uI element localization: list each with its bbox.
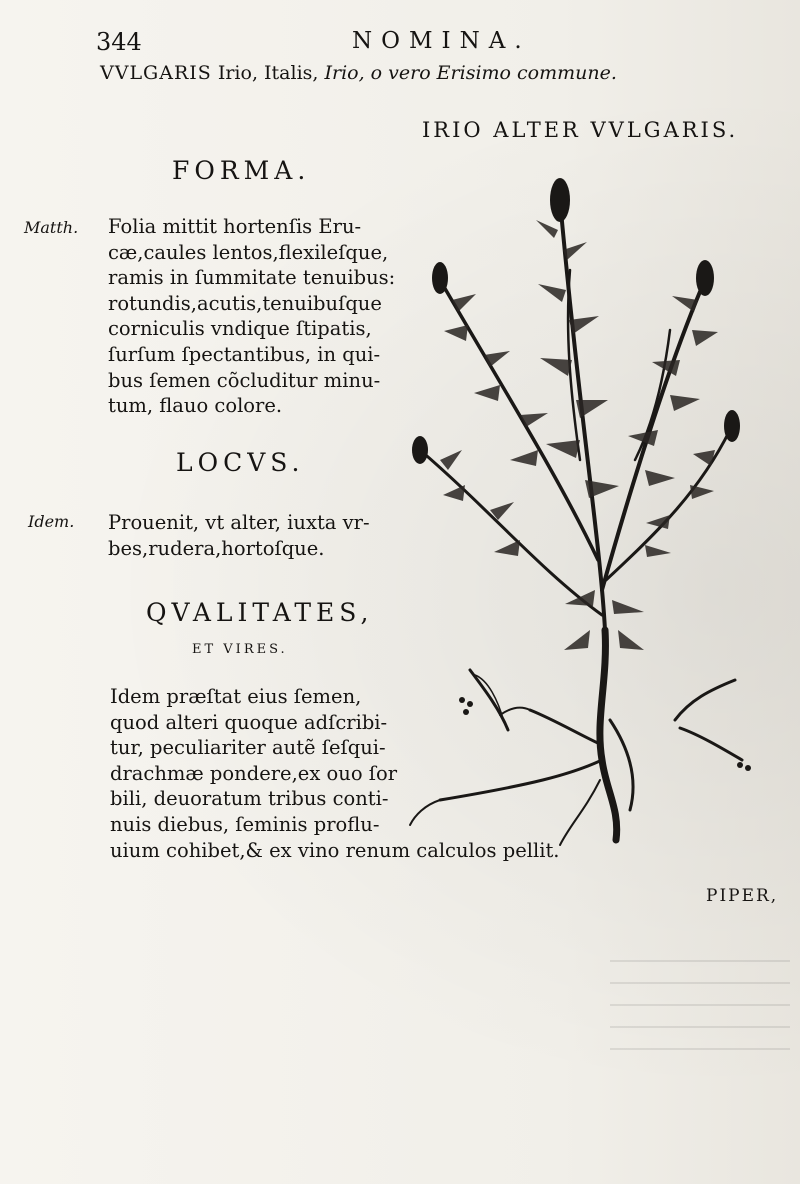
text-line: bes,rudera,hortoſque. [108,536,325,560]
section-subheading-vires: ET VIRES. [192,642,288,657]
text-line: cæ,caules lentos,flexileſque, [108,240,389,264]
text-line: Prouenit, vt alter, iuxta vr- [108,511,370,534]
section-heading-forma: FORMA. [172,156,311,185]
text-line: Idem præſtat eius ſemen, [110,685,362,708]
figure-title: IRIO ALTER VVLGARIS. [422,118,739,142]
text-line: ſurſum ſpectantibus, in qui- [108,342,381,366]
vulgar-text: Irio, Italis, [211,62,325,84]
text-line: uium cohibet,& ex vino renum calculos pellit. [110,838,560,862]
text-line: ramis in ſummitate tenuibus: [108,266,396,290]
paragraph-forma [108,214,395,419]
vulgar-names-line [100,62,617,84]
text-line: rotundis,acutis,tenuibuſque [108,291,382,315]
text-line: tur, peculiariter autẽ ſeſqui- [110,736,386,760]
text-line: quod alteri quoque adſcribi- [110,710,388,734]
section-heading-qualitates: QVALITATES, [146,598,374,627]
text-line: Folia mittit hortenſis Eru- [108,215,362,238]
vulgar-italic-text: Irio, o vero Erisimo commune. [324,62,617,84]
paragraph-locus [108,510,370,561]
text-line: drachmæ pondere,ex ouo ſor [110,761,398,785]
page-number: 344 [96,28,142,56]
text-line: bili, deuoratum tribus conti- [110,787,389,811]
plant-woodcut-illustration [380,160,770,850]
text-line: nuis diebus, ſeminis proflu- [110,812,380,836]
catchword: PIPER, [706,886,779,906]
vulgar-label: VVLGARIS [100,62,212,84]
text-line: tum, flauo colore. [108,394,283,418]
section-heading-locus: LOCVS. [176,448,305,477]
margin-note-idem: Idem. [28,512,75,531]
text-line: corniculis vndique ſtipatis, [108,317,372,341]
bleed-through-shadow [610,940,790,1050]
running-title: NOMINA. [352,28,531,54]
margin-note-matth: Matth. [24,218,79,237]
text-line: bus ſemen cõcluditur minu- [108,368,381,392]
